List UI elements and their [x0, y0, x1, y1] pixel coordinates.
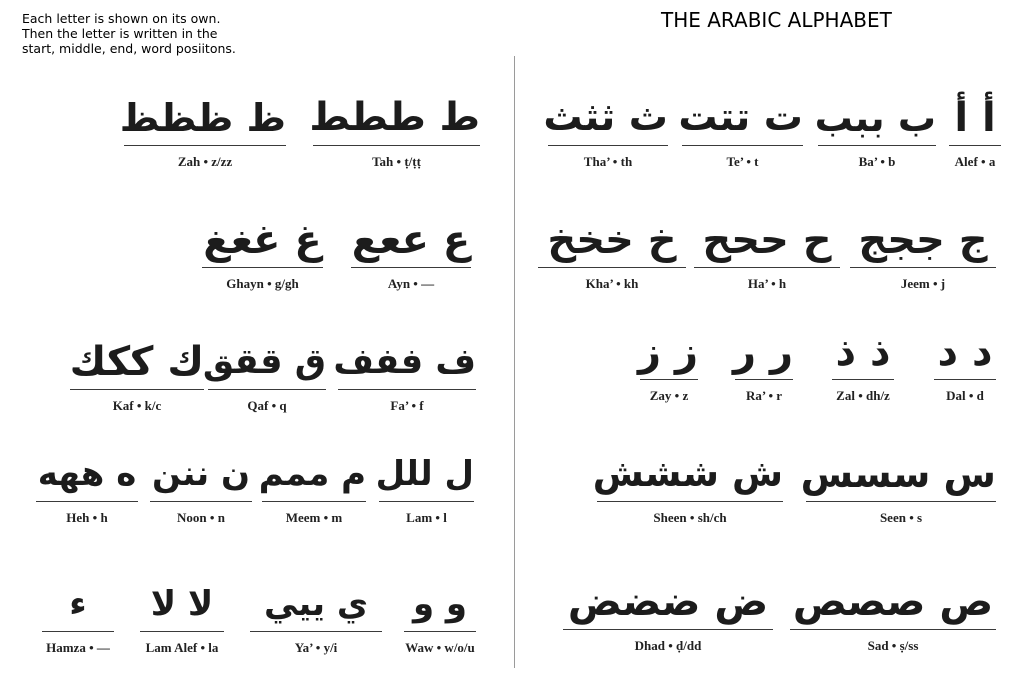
letter-caption: Fa’ • f	[390, 398, 424, 413]
baseline-rule	[124, 145, 286, 146]
baseline-rule	[790, 629, 996, 630]
letter-caption: Kaf • k/c	[112, 398, 162, 413]
letter-forms: غ غغغ	[203, 217, 322, 263]
letter-forms: ل للل	[375, 454, 474, 494]
letter-ra	[733, 320, 793, 403]
letter-forms: م ممم	[258, 454, 366, 494]
letter-lam-alef	[140, 578, 224, 655]
letter-dal	[934, 320, 996, 403]
letter-kha	[538, 196, 686, 291]
letter-ha	[694, 196, 840, 291]
baseline-rule	[36, 501, 138, 502]
letter-caption: Tah • ṭ/ṭṭ	[372, 154, 421, 169]
letter-forms: ز ز	[638, 329, 698, 375]
baseline-rule	[150, 501, 252, 502]
letter-forms: و و	[412, 584, 468, 624]
letter-forms: ك ككك	[69, 339, 204, 385]
letter-forms: ه ههه	[37, 454, 137, 494]
letter-caption: Kha’ • kh	[585, 276, 639, 291]
letter-caption: Ra’ • r	[745, 388, 783, 403]
letter-hamza	[42, 578, 114, 655]
letter-ghayn	[202, 196, 323, 291]
baseline-rule	[694, 267, 840, 268]
letter-ba	[814, 70, 936, 169]
letter-caption: Seen • s	[879, 510, 923, 525]
baseline-rule	[818, 145, 936, 146]
letter-forms: ف ففف	[333, 342, 476, 382]
baseline-rule	[538, 267, 686, 268]
letter-caption: Ya’ • y/i	[294, 640, 338, 655]
baseline-rule	[548, 145, 668, 146]
letter-waw	[404, 578, 476, 655]
baseline-rule	[338, 389, 476, 390]
letter-ya	[250, 578, 382, 655]
baseline-rule	[735, 379, 793, 380]
letter-forms: خ خخخ	[547, 217, 677, 263]
baseline-rule	[640, 379, 698, 380]
letter-caption: Meem • m	[285, 510, 343, 525]
baseline-rule	[850, 267, 996, 268]
letter-dhad	[563, 568, 773, 653]
letter-noon	[150, 448, 252, 525]
letter-heh	[36, 448, 138, 525]
baseline-rule	[404, 631, 476, 632]
letter-forms: ذ ذ	[835, 329, 891, 375]
letter-caption: Ba’ • b	[858, 154, 896, 169]
letter-sheen	[592, 440, 783, 525]
letter-caption: Sheen • sh/ch	[653, 510, 727, 525]
intro-note-line: start, middle, end, word posiitons.	[22, 41, 236, 56]
letter-caption: Waw • w/o/u	[405, 640, 475, 655]
letter-ayn	[351, 196, 471, 291]
baseline-rule	[597, 501, 783, 502]
letter-caption: Hamza • —	[46, 640, 110, 655]
letter-caption: Ghayn • g/gh	[226, 276, 299, 291]
letter-caption: Ha’ • h	[747, 276, 787, 291]
baseline-rule	[140, 631, 224, 632]
letter-te	[678, 70, 803, 169]
baseline-rule	[250, 631, 382, 632]
letter-zal	[832, 320, 894, 403]
letter-forms: ب ببب	[814, 96, 936, 140]
baseline-rule	[70, 389, 204, 390]
letter-qaf	[202, 320, 326, 413]
letter-caption: Alef • a	[954, 154, 996, 169]
baseline-rule	[949, 145, 1001, 146]
letter-alef	[949, 70, 1001, 169]
letter-forms: ق ققق	[202, 342, 326, 382]
baseline-rule	[208, 389, 326, 390]
letter-caption: Te’ • t	[726, 154, 759, 169]
baseline-rule	[563, 629, 773, 630]
letter-jeem	[850, 196, 996, 291]
letter-caption: Heh • h	[66, 510, 108, 525]
letter-caption: Zal • dh/z	[836, 388, 890, 403]
letter-forms: س سسس	[800, 452, 996, 496]
baseline-rule	[42, 631, 114, 632]
letter-caption: Ayn • —	[387, 276, 435, 291]
letter-forms: ع ععع	[351, 217, 471, 263]
letter-forms: لا لا	[150, 584, 214, 624]
letter-forms: ش ششش	[592, 452, 783, 495]
column-divider	[514, 56, 515, 668]
letter-zah	[119, 70, 286, 169]
letter-forms: ض ضضض	[567, 579, 769, 625]
letter-zay	[638, 320, 698, 403]
letter-caption: Jeem • j	[900, 276, 946, 291]
letter-tha	[543, 70, 668, 169]
letter-caption: Qaf • q	[247, 398, 287, 413]
letter-fa	[333, 320, 476, 413]
letter-caption: Zay • z	[649, 388, 689, 403]
letter-lam	[375, 448, 474, 525]
letter-forms: ر ر	[733, 329, 793, 375]
letter-forms: أ أ	[954, 95, 996, 141]
baseline-rule	[832, 379, 894, 380]
letter-forms: ط ططط	[309, 95, 480, 140]
baseline-rule	[202, 267, 323, 268]
letter-forms: ن ننن	[151, 454, 251, 494]
letter-forms: ج ججج	[858, 217, 988, 263]
letter-tah	[309, 70, 480, 169]
letter-caption: Dal • d	[946, 388, 984, 403]
letter-forms: ء	[69, 584, 87, 624]
letter-meem	[258, 448, 366, 525]
letter-caption: Tha’ • th	[583, 154, 633, 169]
letter-seen	[800, 440, 996, 525]
baseline-rule	[351, 267, 471, 268]
letter-forms: ح ححح	[702, 217, 832, 263]
letter-caption: Dhad • ḍ/dd	[634, 638, 702, 653]
letter-forms: د د	[937, 329, 993, 375]
page-title: THE ARABIC ALPHABET	[661, 8, 892, 32]
baseline-rule	[379, 501, 474, 502]
letter-forms: ث ثثث	[543, 95, 668, 140]
baseline-rule	[682, 145, 803, 146]
letter-caption: Lam Alef • la	[145, 640, 219, 655]
baseline-rule	[262, 501, 366, 502]
letter-sad	[790, 568, 996, 653]
baseline-rule	[934, 379, 996, 380]
baseline-rule	[806, 501, 996, 502]
letter-caption: Sad • ṣ/ss	[867, 638, 919, 653]
baseline-rule	[313, 145, 480, 146]
letter-forms: ص صصص	[792, 579, 994, 625]
letter-forms: ي ييي	[263, 584, 369, 624]
intro-note	[22, 11, 322, 56]
letter-forms: ظ ظظظ	[119, 96, 286, 140]
letter-forms: ت تتت	[678, 95, 803, 140]
letter-caption: Zah • z/zz	[177, 154, 233, 169]
letter-caption: Noon • n	[177, 510, 225, 525]
letter-caption: Lam • l	[406, 510, 447, 525]
intro-note-line: Each letter is shown on its own.	[22, 11, 221, 26]
intro-note-line: Then the letter is written in the	[22, 26, 218, 41]
letter-kaf	[69, 320, 204, 413]
